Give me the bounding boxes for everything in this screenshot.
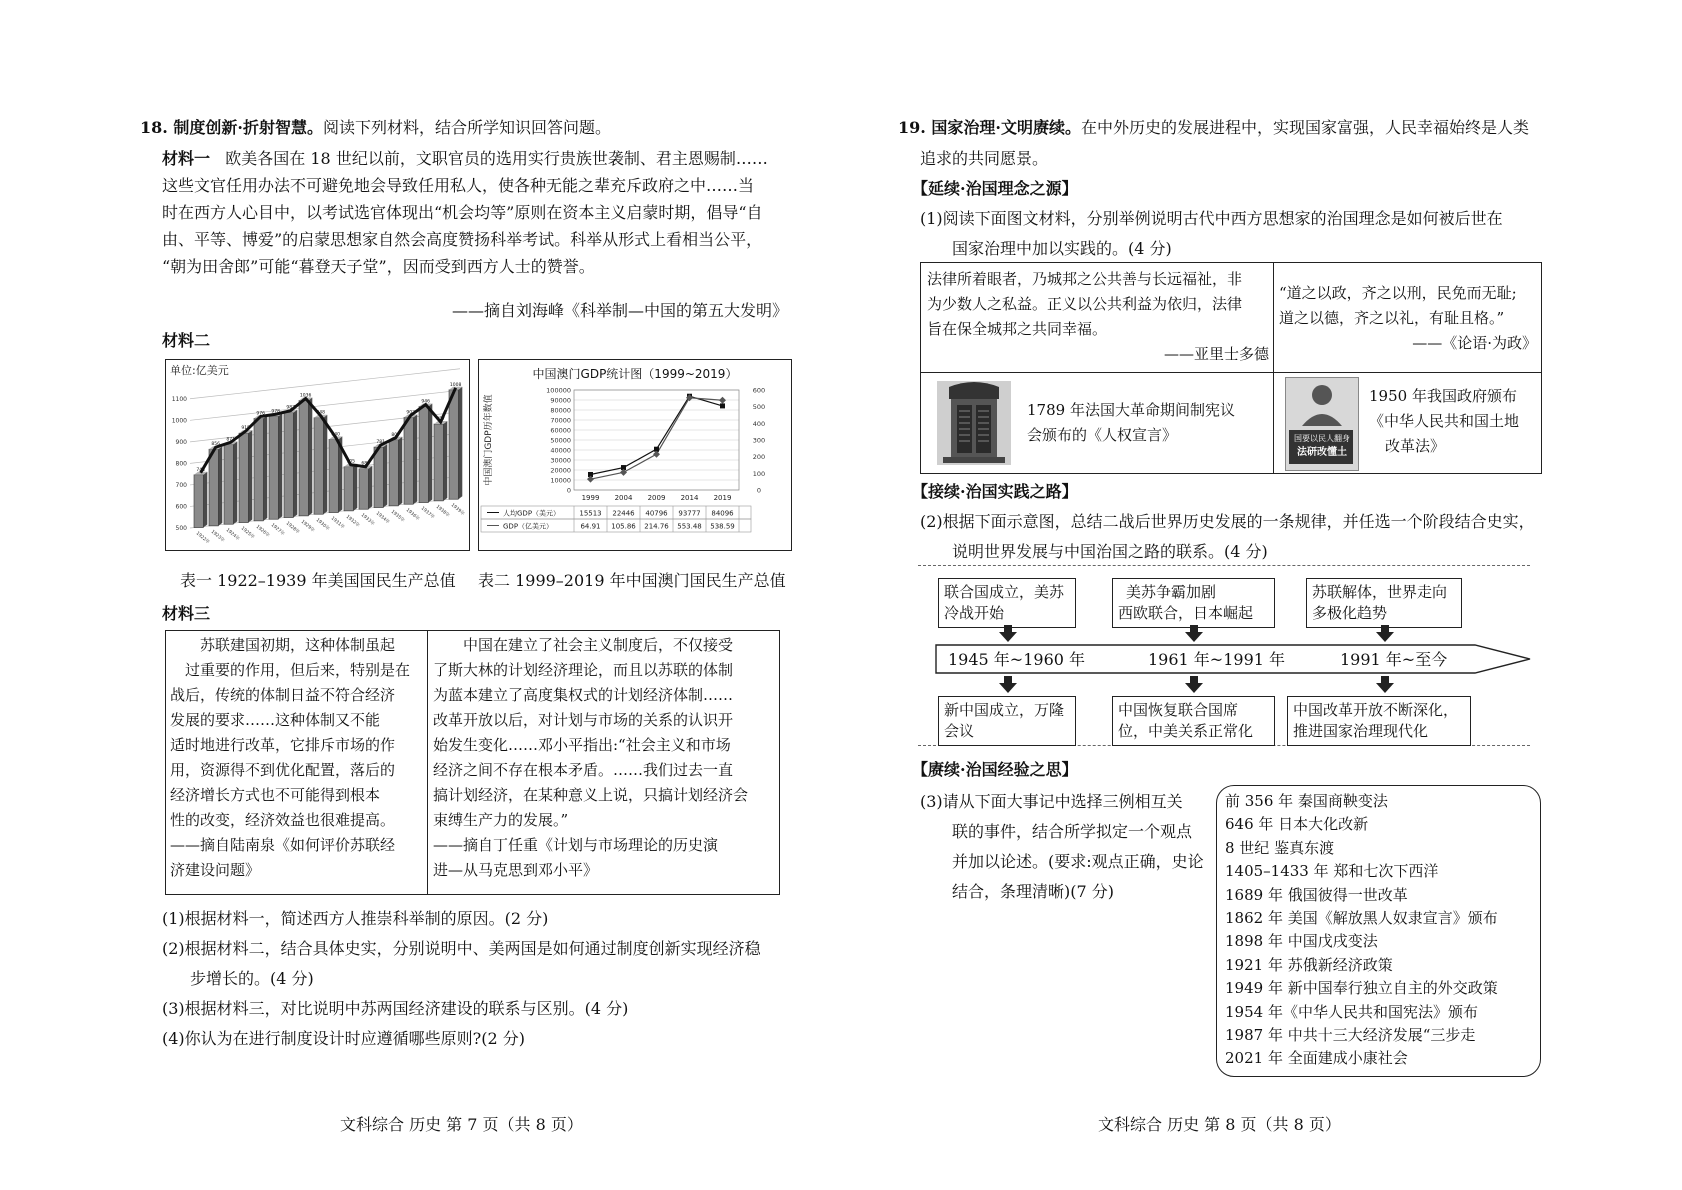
x-tick-label: 1927年 [269,522,286,538]
event-item: 8 世纪 鉴真东渡 [1225,838,1335,857]
material-3-line: 进—从马克思到邓小平》 [433,861,599,879]
data-table-value: 15513 [579,509,602,518]
y-tick-label: 700 [175,481,187,489]
portrait-icon [1286,378,1358,432]
right-tick-label: 500 [752,403,766,412]
bar [419,406,428,502]
section-1-heading: 【延续·治国理念之源】 [912,179,1078,198]
bar [209,449,218,526]
q19-intro: 在中外历史的发展进程中，实现国家富强，人民幸福始终是人类 [1080,118,1529,137]
right-tick-label: 100 [752,469,766,478]
material-3-line: 济建设问题》 [170,861,261,879]
land-reform-line: 改革法》 [1385,437,1446,455]
data-label: 840 [331,432,340,438]
data-table-value: 64.91 [580,522,601,531]
q19-2-line2: 说明世界发展与中国治国之路的联系。(4 分) [952,542,1268,561]
bar-side [293,410,297,518]
legend-entry: 人均GDP（美元） [503,509,561,518]
event-item: 2021 年 全面建成小康社会 [1225,1049,1408,1068]
bar [344,467,353,511]
material-3-line: 苏联建国初期，这种体制虽起 [200,636,396,654]
bar-side [203,472,207,528]
data-table-value: 84096 [711,509,734,518]
material-3-line: ——摘自丁任重《计划与市场理论的历史演 [433,836,719,854]
question-line: (4)你认为在进行制度设计时应遵循哪些原则?(2 分) [162,1029,525,1048]
data-label: 871 [226,437,235,443]
material-3-line: 性的改变，经济效益也很难提高。 [170,811,396,829]
x-tick-label: 1937年 [419,506,436,521]
bar [404,417,413,504]
data-table-value: 538.59 [710,522,735,531]
analects-quote [1279,281,1537,356]
data-label: 688 [361,461,370,467]
aristotle-source: ——亚里士多德 [1163,345,1269,363]
bar-side [458,387,462,499]
bar [284,413,293,518]
arrow-down-icon [999,632,1017,642]
timeline-box-text: 新中国成立，万隆 [944,701,1065,719]
material-3-line: 束缚生产力的发展。” [433,811,569,829]
poster-text: 国要以民人翻身 [1294,434,1350,443]
data-label: 856 [211,442,220,448]
q19-heading [898,114,1529,141]
bar [299,400,308,515]
left-tick-label: 60000 [550,426,571,435]
material-3-line: 过重要的作用，但后来，特别是在 [185,661,411,679]
aristotle-line: 法律所着眼者，乃城邦之公共善与长远福祉，非 [927,270,1243,288]
material-3-line: ——摘自陆南泉《如何评价苏联经 [170,836,396,854]
aristotle-line: 为少数人之私益。正义以公共利益为依归，法律 [927,295,1243,313]
timeline-box-text: 推进国家治理现代化 [1293,722,1429,740]
analects-source: ——《论语·为政》 [1412,334,1537,352]
timeline-period-3: 1991 年~至今 [1340,650,1448,669]
data-table-value: 22446 [612,509,635,518]
material-3-line: 战后，传统的体制日益不符合经济 [170,686,396,704]
question-line: (3)根据材料三，对比说明中苏两国经济建设的联系与区别。(4 分) [162,999,629,1018]
right-tick-label: 600 [752,386,766,395]
timeline-box-text: 西欧联合，日本崛起 [1118,604,1254,622]
bar-side [233,441,237,524]
macau-gdp-chart [478,359,792,551]
data-table-value: 93777 [678,509,701,518]
event-item: 1949 年 新中国奉行独立自主的外交政策 [1225,979,1498,998]
bar [269,416,278,519]
section-3-heading: 【赓续·治国经验之思】 [912,760,1078,779]
material-1-line: 时在西方人心目中，以考试选官体现出“机会均等”原则在资本主义启蒙时期，倡导“自 [162,203,763,222]
chart-1-caption: 表一 1922–1939 年美国国民生产总值 [180,571,456,590]
chart-unit-label: 单位:亿美元 [170,364,229,377]
left-tick-label: 20000 [550,466,571,475]
timeline-box-text: 多极化趋势 [1312,604,1388,622]
arrow-down-icon [999,683,1017,693]
left-tick-label: 10000 [550,476,571,485]
series-marker [720,403,725,408]
x-tick-label: 2004 [614,494,633,502]
timeline-top-box-3 [1306,578,1462,628]
data-label: 987 [286,405,295,411]
bar-side [263,415,267,521]
x-tick-label: 1939年 [449,502,466,518]
bar-side [413,414,417,504]
analects-line: “道之以政，齐之以刑，民免而无耻; [1279,284,1517,302]
material-1-label: 材料一 [162,149,211,168]
governance-table [920,262,1542,474]
bar [314,418,323,514]
us-gnp-chart-svg [166,360,469,550]
x-tick-label: 2014 [680,494,699,502]
left-tick-label: 40000 [550,446,571,455]
bar [224,444,233,524]
bar-side [308,397,312,515]
material-3-line: 了斯大林的计划经济理论，而且以苏联的体制 [433,661,734,679]
y-tick-label: 800 [175,460,187,468]
data-table-value: 105.86 [611,522,636,531]
gridline [190,369,460,399]
material-3-label: 材料三 [162,604,211,623]
timeline-box-text: 中国改革开放不断深化， [1293,701,1459,719]
chart-title: 中国澳门GDP统计图（1999~2019） [532,367,738,381]
land-reform-line: 《中华人民共和国土地 [1369,412,1520,430]
left-tick-label: 50000 [550,436,571,445]
x-tick-label: 1922年 [194,531,211,546]
event-item: 前 356 年 秦国商鞅变法 [1225,792,1388,810]
bar [449,390,458,499]
material-1 [162,145,768,280]
arrow-down-icon [1376,632,1394,642]
data-label: 978 [271,409,280,415]
declaration-image [935,379,1013,467]
x-tick-label: 1926年 [254,524,271,539]
data-label: 857 [436,416,445,422]
left-tick-label: 30000 [550,456,571,465]
material-3-line: 经济之间不存在根本矛盾。……我们过去一直 [433,761,734,779]
aristotle-line: 旨在保全城邦之共同幸福。 [927,320,1108,338]
timeline-bottom-box-2 [1112,696,1275,746]
data-table-value: 40796 [645,509,668,518]
data-label: 948 [316,410,325,416]
q18-heading [140,114,611,141]
q19-title: 19. 国家治理·文明赓续。 [898,118,1081,137]
y-tick-label: 1100 [171,395,187,403]
material-3-line: 为蓝本建立了高度集权式的计划经济体制…… [433,686,734,704]
us-gnp-chart [165,359,470,551]
question-line: (2)根据材料二，结合具体史实，分别说明中、美两国是如何通过制度创新实现经济稳 [162,939,761,958]
x-tick-label: 2009 [647,494,666,502]
y-axis-label: 中国澳门GDP历年数值 [484,394,494,486]
arrow-down-icon [1185,632,1203,642]
x-tick-label: 1928年 [284,521,301,536]
data-label: 745 [196,467,205,473]
data-table-value: 553.48 [677,522,702,531]
q19-3-line: (3)请从下面大事记中选择三例相互关 [920,792,1183,811]
left-tick-label: 70000 [550,416,571,425]
left-footer: 文科综合 历史 第 7 页（共 8 页） [340,1115,583,1134]
bar [434,424,443,501]
y-tick-label: 900 [175,438,187,446]
event-item: 646 年 日本大化改新 [1225,815,1369,834]
data-label: 915 [241,426,250,432]
table-divider-v [1273,263,1274,473]
timeline-bottom-box-1 [938,696,1076,746]
analects-line: 道之以德，齐之以礼，有耻且格。” [1279,309,1505,327]
x-tick-label: 1925年 [239,526,256,541]
material-3-line: 中国在建立了社会主义制度后，不仅接受 [463,636,734,654]
event-item: 1987 年 中共十三大经济发展“三步走 [1225,1026,1476,1045]
material-3-line: 搞计划经济，在某种意义上说，只搞计划经济会 [433,786,749,804]
y-tick-label: 1000 [171,417,187,425]
x-tick-label: 1930年 [314,517,331,533]
timeline-box-text: 美苏争霸加剧 [1126,583,1217,601]
land-reform-poster [1285,377,1359,471]
event-item: 1921 年 苏俄新经济政策 [1225,955,1393,974]
material-1-line: “朝为田舍郎”可能“暮登天子堂”，因而受到西方人士的赞誉。 [162,257,595,276]
data-label: 1008 [449,382,462,388]
x-tick-label: 1999 [581,494,600,502]
x-tick-label: 1929年 [299,519,316,534]
bar-side [218,446,222,526]
data-label: 903 [406,410,415,416]
q18-intro: 阅读下列材料，结合所学知识回答问题。 [322,118,611,137]
material-3-left-cell [166,631,428,894]
q19-1-line2: 国家治理中加以实践的。(4 分) [952,239,1172,258]
material-3-line: 适时地进行改革，它排斥市场的作 [170,736,396,754]
data-label: 976 [256,411,265,417]
left-tick-label: 90000 [550,396,571,405]
arrow-down-icon [1185,683,1203,693]
bar-side [443,421,447,501]
bar-side [428,403,432,502]
event-item: 1405–1433 年 郑和七次下西洋 [1225,862,1439,881]
material-1-source: ——摘自刘海峰《科举制—中国的第五大发明》 [451,301,788,320]
q19-3-line: 联的事件，结合所学拟定一个观点 [952,822,1193,841]
poster-text: 法研改懂土 [1297,447,1347,458]
arrow-down-icon [1376,683,1394,693]
land-reform-caption [1369,384,1519,459]
right-tick-label: 400 [752,419,766,428]
right-tick-label: 200 [752,453,766,462]
y-tick-label: 500 [175,525,187,532]
timeline-top-box-1 [938,578,1076,628]
right-tick-label: 300 [752,436,766,445]
declaration-line: 会颁布的《人权宣言》 [1027,426,1178,444]
x-tick-label: 2019 [713,494,732,502]
x-tick-label: 1933年 [359,512,376,528]
bar-side [353,464,357,511]
timeline-box-text: 苏联解体，世界走向 [1312,583,1448,601]
right-tick-label: 0 [756,486,762,495]
left-tick-label: 100000 [546,386,571,395]
event-item: 1689 年 俄国彼得一世改革 [1225,885,1408,904]
bar-side [278,413,282,519]
event-item: 1898 年 中国戊戌变法 [1225,932,1378,951]
data-label: 807 [391,432,400,438]
declaration-icon [935,379,1013,467]
x-tick-label: 1931年 [329,516,346,531]
event-item: 1954 年《中华人民共和国宪法》颁布 [1225,1002,1478,1021]
question-line: 步增长的。(4 分) [190,969,314,988]
x-tick-label: 1924年 [224,527,241,543]
bar-side [323,415,327,514]
q18-questions [162,904,761,1054]
timeline-box-text: 中国恢复联合国席 [1118,701,1239,719]
material-1-line: 由、平等、博爱”的启蒙思想家自然会高度赞扬科举考试。科举从形式上看相当公平， [162,230,763,249]
material-3-line: 发展的要求……这种体制又不能 [170,711,381,729]
table-divider-h [921,372,1541,373]
declaration-line: 1789 年法国大革命期间制宪议 [1027,401,1235,419]
left-tick-label: 80000 [550,406,571,415]
timeline-box-text: 冷战开始 [944,604,1005,622]
material-3-line: 用，资源得不到优化配置，落后的 [170,761,396,779]
question-line: (1)根据材料一，简述西方人推崇科举制的原因。(2 分) [162,909,549,928]
bar-side [368,466,372,509]
bar [239,433,248,522]
series-marker [653,451,660,458]
q19-3-line: 结合，条理清晰)(7 分) [952,882,1114,901]
data-table-value: 214.76 [644,522,669,531]
x-tick-label: 1932年 [344,514,361,529]
aristotle-quote [927,267,1269,367]
x-tick-label: 1934年 [374,511,391,526]
bar [359,469,368,509]
data-label: 781 [376,440,385,446]
data-label: 705 [346,459,355,465]
data-label: 1036 [299,393,312,399]
bar [329,439,338,512]
timeline-period-1: 1945 年~1960 年 [948,650,1086,669]
bar [254,418,263,521]
bar [389,440,398,506]
series-marker [719,397,726,404]
bar-side [383,444,387,508]
right-footer: 文科综合 历史 第 8 页（共 8 页） [1098,1115,1341,1134]
material-3-line: 始发生变化……邓小平指出:“社会主义和市场 [433,736,731,754]
declaration-caption [1027,398,1235,448]
x-tick-label: 1936年 [404,507,421,523]
land-reform-line: 1950 年我国政府颁布 [1369,387,1517,405]
data-label: 946 [421,399,430,405]
section-2-heading: 【接续·治国实践之路】 [912,482,1078,501]
bar [194,475,203,528]
timeline-box-text: 联合国成立，美苏 [944,583,1065,601]
material-3-line: 经济增长方式也不可能得到根本 [170,786,381,804]
timeline-box-text: 会议 [944,722,975,740]
material-3-line: 改革开放以后，对计划与市场的关系的认识开 [433,711,734,729]
material-1-line: 欧美各国在 18 世纪以前，文职官员的选用实行贵族世袭制、君主恩赐制…… [225,149,768,168]
x-tick-label: 1938年 [434,504,451,519]
timeline-period-2: 1961 年~1991 年 [1148,650,1286,669]
event-item: 1862 年 美国《解放黑人奴隶宣言》颁布 [1225,909,1498,928]
q19-3-line: 并加以论述。(要求:观点正确，史论 [952,852,1204,871]
legend-entry: GDP（亿美元） [503,522,554,531]
timeline-bottom-box-3 [1287,696,1471,746]
postwar-timeline-diagram [918,565,1532,750]
q19-1-line1: (1)阅读下面图文材料，分别举例说明古代中西方思想家的治国理念是如何被后世在 [920,209,1503,228]
left-tick-label: 0 [566,486,571,495]
bar-side [398,437,402,506]
diagram-dashed-top [918,565,1530,566]
material-2-label: 材料二 [162,331,211,350]
q19-2-line1: (2)根据下面示意图，总结二战后世界历史发展的一条规律，并任选一个阶段结合史实， [920,512,1535,531]
x-tick-label: 1935年 [389,509,406,524]
x-tick-label: 1923年 [209,529,226,544]
material-3-table [165,630,780,895]
bar-side [248,430,252,522]
chart-2-caption: 表二 1999–2019 年中国澳门国民生产总值 [478,571,786,590]
events-list-box [1216,785,1541,1077]
macau-gdp-chart-svg [479,360,791,550]
material-3-right-cell [428,631,779,894]
q19-intro-2: 追求的共同愿景。 [920,149,1049,168]
material-1-line: 这些文官任用办法不可避免地会导致任用私人，使各种无能之辈充斥政府之中……当 [162,176,755,195]
q18-title: 18. 制度创新·折射智慧。 [140,118,323,137]
q19-3-prompt [920,787,1204,907]
series-line [591,396,723,474]
timeline-top-box-2 [1112,578,1275,628]
y-tick-label: 600 [175,503,187,511]
timeline-box-text: 位，中美关系正常化 [1118,722,1254,740]
bar [374,447,383,508]
